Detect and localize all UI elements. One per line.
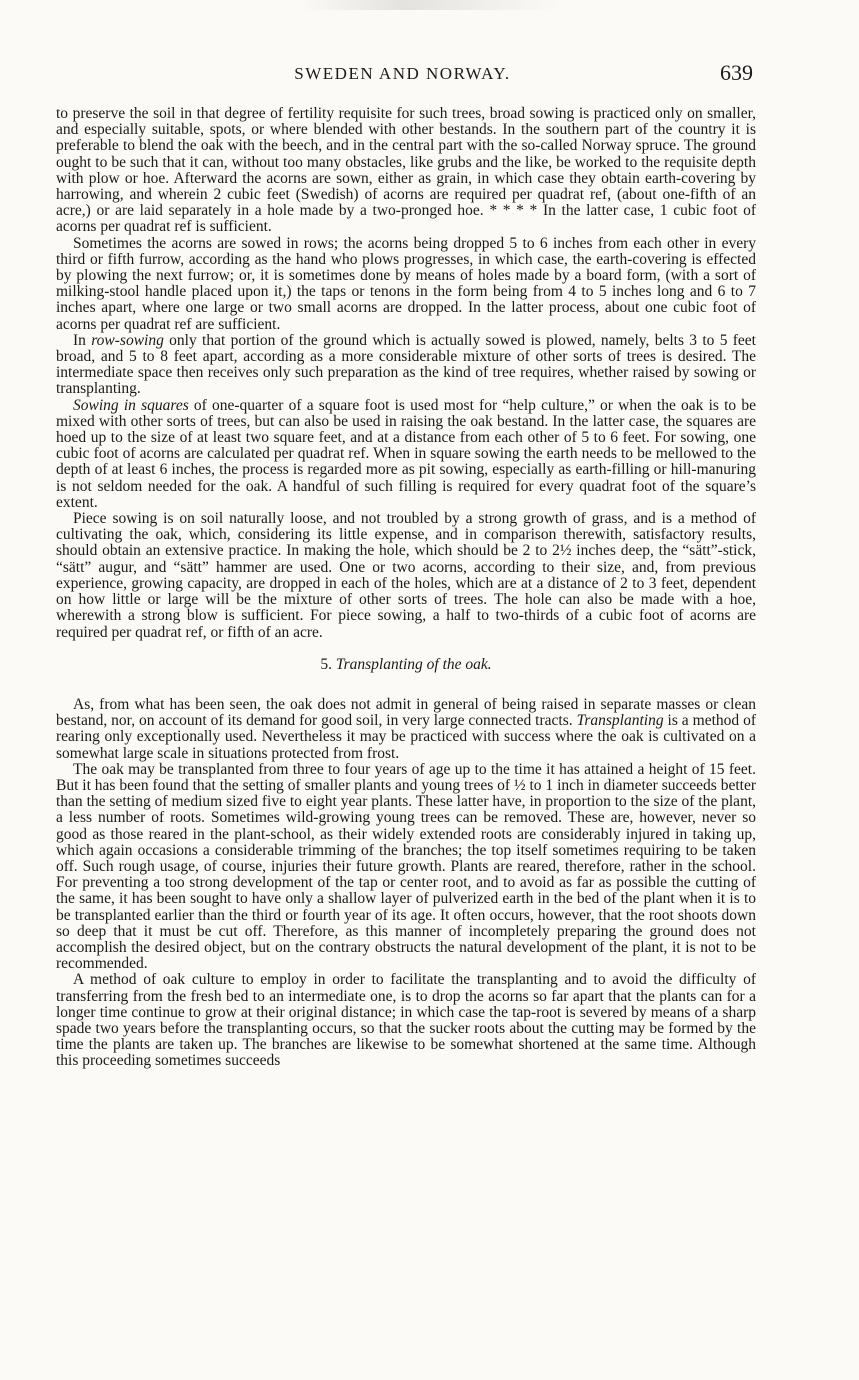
page-number: 639 <box>720 60 753 85</box>
running-title: SWEDEN AND NORWAY. <box>294 64 511 83</box>
paragraph-text: In <box>73 331 92 349</box>
italic-term: row-sowing <box>91 331 164 349</box>
paragraph <box>56 762 756 973</box>
section-heading <box>56 657 756 673</box>
paragraph <box>56 106 756 236</box>
section-number: 5. <box>320 655 332 673</box>
paragraph <box>56 236 756 333</box>
paragraph-text: Sometimes the acorns are sowed in rows; the acorns being dropped 5 to 6 inches from each other in every third or fifth furrow, according as the hand who plows progresses, in which case, the earth-covering is effected by plowing the next furrow; or, it is sometimes done by means of holes made by a board form, (with a sort of milking-stool handle placed upon it,) the taps or tenons in the form being from 4 to 5 inches long and 6 to 7 inches apart, where one large or two small acorns are dropped. In the latter process, about one cubic foot of acorns per quadrat ref are sufficient. <box>56 234 756 333</box>
body-text <box>56 106 756 1070</box>
paragraph <box>56 972 756 1069</box>
page-stain <box>300 0 560 10</box>
paragraph-text: Piece sowing is on soil naturally loose, and not troubled by a strong growth of grass, and is a method of cultivating the oak, which, considering its little expense, and in comparison therewith, satisfactory results, should obtain an extensive practice. In making the hole, which should be 2 to 2½ inches deep, the “sätt”-stick, “sätt” augur, and “sätt” hammer are used. One or two acorns, according to their size, and, from previous experience, growing capacity, are dropped in each of the holes, which are at a distance of 2 to 3 feet, dependent on how little or large will be the mixture of other sorts of trees. The hole can also be made with a hoe, wherewith a strong blow is sufficient. For piece sowing, a half to two-thirds of a cubic foot of acorns are required per quadrat ref, or fifth of an acre. <box>56 510 756 641</box>
italic-term: Sowing in squares <box>73 396 189 414</box>
paragraph <box>56 333 756 398</box>
paragraph-text: As, from what has been seen, the oak does not admit in general of being raised in separate masses or clean bestand, nor, on account of its demand for good soil, in very large connected tracts. <box>56 695 756 730</box>
paragraph-text: The oak may be transplanted from three to four years of age up to the time it has attained a height of 15 feet. But it has been found that the setting of smaller plants and young trees of ½ to 1 inch in diameter succeeds better than the setting of medium sized five to eight year plants. These latter have, in proportion to the size of the plant, a less number of roots. Sometimes wild-growing young trees can be removed. These are, however, never so good as those reared in the plant-school, as their widely extended roots are considerably injured in taking up, which again occasions a considerable trimming of the branches; the top itself sometimes requiring to be taken off. Such rough usage, of course, injuries their future growth. Plants are reared, therefore, rather in the school. For preventing a too strong development of the tap or center root, and to avoid as far as possible the cutting of the same, it has been sought to have only a shallow layer of pulverized earth in the bed of the plant when it is to be transplanted earlier than the third or fourth year of its age. It often occurs, however, that the root shoots down so deep that it must be cut off. Therefore, as this manner of incompletely preparing the ground does not accomplish the desired object, but on the contrary obstructs the natural development of the plant, it is not to be recommended. <box>56 760 756 973</box>
running-head <box>54 60 751 90</box>
paragraph-text: of one-quarter of a square foot is used most for “help culture,” or when the oak is to be mixed with other sorts of trees, but can also be used in raising the oak bestand. In the latter case, the squares are hoed up to the size of at least two square feet, and at a distance from each other of 5 to 6 feet. For sowing, one cubic foot of acorns are calculated per quadrat ref. When in square sowing the earth needs to be mellowed to the depth of at least 6 inches, the process is regarded more as pit sowing, especially as earth-filling or hill-manuring is not seldom needed for the oak. A handful of such filling is required for every quadrat foot of the square’s extent. <box>56 396 756 511</box>
paragraph-text: A method of oak culture to employ in order to facilitate the transplanting and to avoid the difficulty of transferring from the fresh bed to an intermediate one, is to drop the acorns so far apart that the plants can for a longer time continue to grow at their original distance; in which case the tap-root is severed by means of a sharp spade two years before the transplanting occurs, so that the sucker roots about the cutting may be formed by the time the plants are taken up. The branches are likewise to be somewhat shortened at the same time. Although this proceeding sometimes succeeds <box>56 971 756 1070</box>
paragraph-text: is a method of rearing only exceptionally used. Nevertheless it may be practiced with success where the oak is cultivated on a somewhat large scale in situations protected from frost. <box>56 712 756 762</box>
paragraph <box>56 398 756 511</box>
paragraph <box>56 511 756 641</box>
paragraph <box>56 697 756 762</box>
paragraph-text: only that portion of the ground which is actually sowed is plowed, namely, belts 3 to 5 feet broad, and 5 to 8 feet apart, according as a more considerable mixture of other sorts of trees is desired. The intermediate space then receives only such preparation as the kind of tree requires, whether raised by sowing or transplanting. <box>56 331 756 398</box>
section-title: Transplanting of the oak. <box>335 655 492 673</box>
italic-term: Transplanting <box>576 712 664 730</box>
paragraph-text: to preserve the soil in that degree of fertility requisite for such trees, broad sowing is practiced only on smaller, and especially suitable, spots, or where blended with other bestands. In the southern part of the country it is preferable to blend the oak with the beech, and in the central part with the so-called Norway spruce. The ground ought to be such that it can, without too many obstacles, like grubs and the like, be worked to the requisite depth with plow or hoe. Afterward the acorns are sown, either as grain, in which case they obtain earth-covering by harrowing, and wherein 2 cubic feet (Swedish) of acorns are required per quadrat ref, (about one-fifth of an acre,) or are laid separately in a hole made by a two-pronged hoe. * * * * In the latter case, 1 cubic foot of acorns per quadrat ref is sufficient. <box>56 105 756 236</box>
